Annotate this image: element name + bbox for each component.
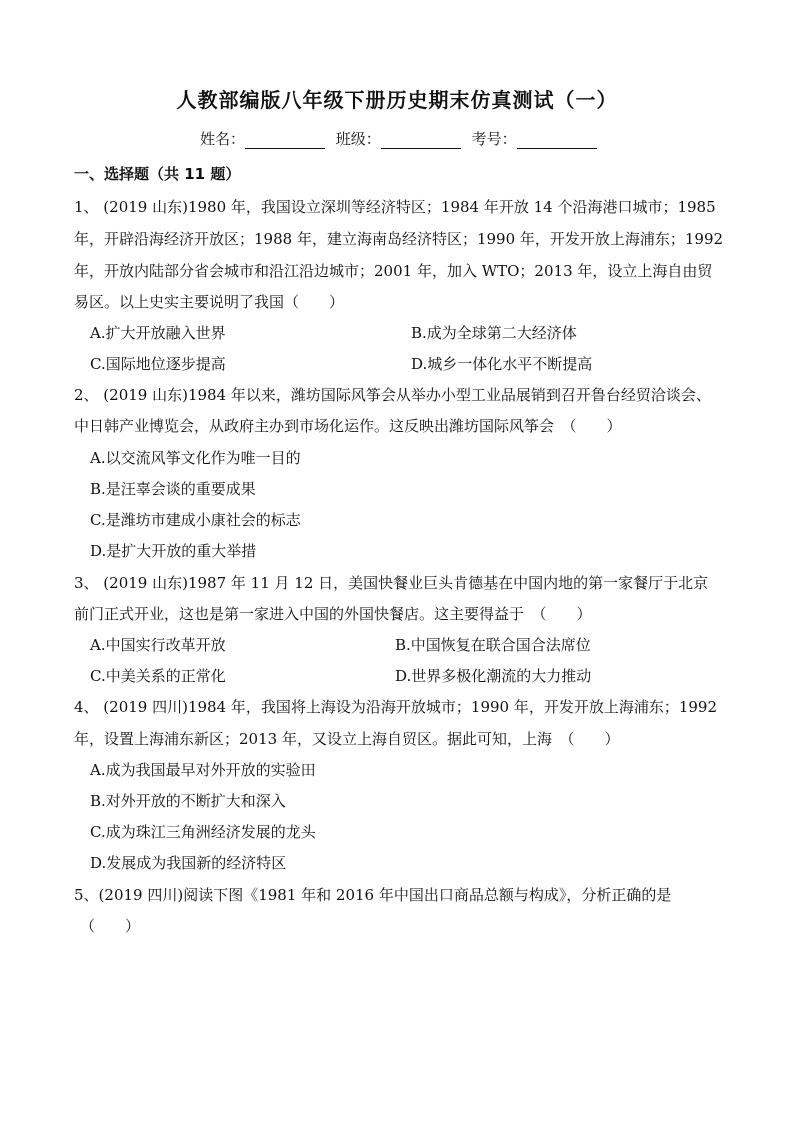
question-3-line-2: 前门正式开业，这也是第一家进入中国的外国快餐店。这主要得益于 （ ） — [74, 605, 592, 623]
question-2-line-2: 中日韩产业博览会，从政府主办到市场化运作。这反映出潍坊国际风筝会 （ ） — [74, 417, 622, 435]
question-2-line-1: 2、 (2019 山东)1984 年以来，潍坊国际风筝会从举办小型工业品展销到召开鲁台经贸洽谈会、 — [74, 386, 711, 404]
question-2-option-b: B.是汪辜会谈的重要成果 — [90, 480, 256, 498]
question-5-line-1: 5、(2019 四川)阅读下图《1981 年和 2016 年中国出口商品总额与构成》，分析正确的是 — [74, 886, 672, 904]
question-2-option-d: D.是扩大开放的重大举措 — [90, 542, 257, 560]
question-4-option-b: B.对外开放的不断扩大和深入 — [90, 792, 286, 810]
question-3-option-a: A.中国实行改革开放 — [90, 636, 226, 654]
page-title: 人教部编版八年级下册历史期末仿真测试（一） — [176, 88, 618, 112]
question-1-option-d: D.城乡一体化水平不断提高 — [411, 355, 593, 373]
question-1-option-b: B.成为全球第二大经济体 — [411, 324, 577, 342]
question-1-line-3: 年，开放内陆部分省会城市和沿江沿边城市；2001 年，加入 WTO；2013 年，设立上海自由贸 — [74, 262, 713, 280]
question-4-option-a: A.成为我国最早对外开放的实验田 — [90, 761, 316, 779]
question-2-option-a: A.以交流风筝文化作为唯一目的 — [90, 449, 301, 467]
question-1-line-4: 易区。以上史实主要说明了我国（ ） — [74, 293, 345, 311]
question-4-option-d: D.发展成为我国新的经济特区 — [90, 854, 287, 872]
student-info-row — [200, 128, 603, 149]
question-3-line-1: 3、 (2019 山东)1987 年 11 月 12 日，美国快餐业巨头肯德基在中国内地的第一家餐厅于北京 — [74, 574, 709, 592]
name-blank — [245, 134, 325, 149]
exam-no-blank — [517, 134, 597, 149]
question-3-option-b: B.中国恢复在联合国合法席位 — [395, 636, 591, 654]
question-3-option-c: C.中美关系的正常化 — [90, 667, 226, 685]
question-1-option-c: C.国际地位逐步提高 — [90, 355, 226, 373]
question-4-line-1: 4、 (2019 四川)1984 年，我国将上海设为沿海开放城市；1990 年，开发开放上海浦东；1992 — [74, 698, 718, 716]
question-4-line-2: 年，设置上海浦东新区；2013 年，又设立上海自贸区。据此可知，上海 （ ） — [74, 730, 620, 748]
question-4-option-c: C.成为珠江三角洲经济发展的龙头 — [90, 823, 316, 841]
question-5-line-2: （ ） — [80, 917, 141, 935]
class-label: 班级： — [335, 130, 381, 148]
question-1-line-2: 年，开辟沿海经济开放区；1988 年，建立海南岛经济特区；1990 年，开发开放上海浦东；1992 — [74, 230, 724, 248]
question-2-option-c: C.是潍坊市建成小康社会的标志 — [90, 511, 301, 529]
name-label: 姓名： — [200, 130, 246, 148]
section-heading: 一、选择题（共 11 题） — [74, 165, 241, 183]
class-blank — [381, 134, 461, 149]
exam-no-label: 考号： — [471, 130, 517, 148]
question-3-option-d: D.世界多极化潮流的大力推动 — [395, 667, 592, 685]
question-1-option-a: A.扩大开放融入世界 — [90, 324, 226, 342]
question-1-line-1: 1、 (2019 山东)1980 年，我国设立深圳等经济特区；1984 年开放 14 个沿海港口城市；1985 — [74, 198, 716, 216]
